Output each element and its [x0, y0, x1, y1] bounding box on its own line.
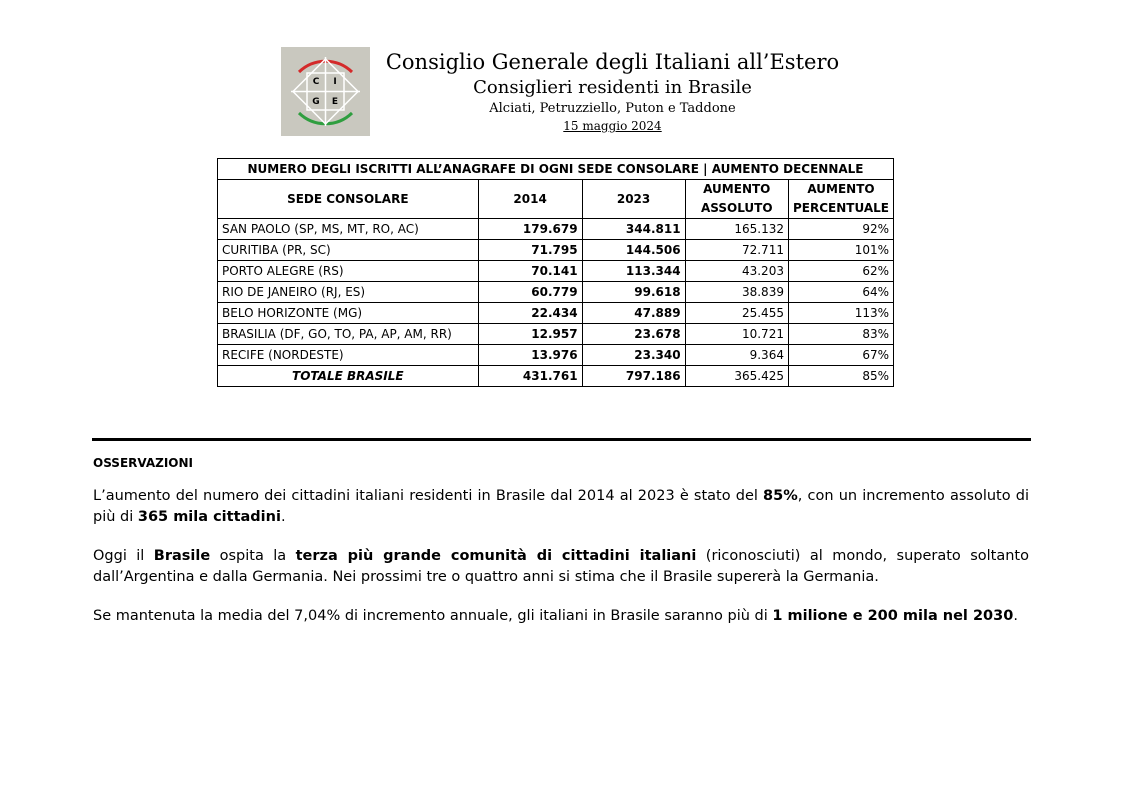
- cell-perc: 62%: [788, 261, 893, 282]
- cell-2023: 344.811: [582, 219, 685, 240]
- header-perc-line2: PERCENTUALE: [792, 201, 889, 215]
- cell-abs: 10.721: [685, 324, 788, 345]
- p1-text-c: , con un incremento assoluto di più di: [93, 488, 1029, 525]
- cell-total-sede: TOTALE BRASILE: [218, 366, 479, 387]
- document-title: Consiglio Generale degli Italiani all’Estero: [385, 50, 840, 74]
- cell-perc: 83%: [788, 324, 893, 345]
- cell-2014: 179.679: [478, 219, 582, 240]
- header-perc-line1: AUMENTO: [807, 182, 875, 196]
- cell-2023: 99.618: [582, 282, 685, 303]
- cell-abs: 165.132: [685, 219, 788, 240]
- cell-total-abs: 365.425: [685, 366, 788, 387]
- table-row: [218, 345, 894, 366]
- cgie-emblem: [281, 47, 370, 136]
- cell-sede: BELO HORIZONTE (MG): [218, 303, 479, 324]
- document-subtitle: Consiglieri residenti in Brasile: [473, 77, 752, 98]
- p1-text-a: L’aumento del numero dei cittadini italiani residenti in Brasile dal 2014 al 2023 è stato del: [93, 488, 764, 504]
- p1-count: 365 mila cittadini: [137, 509, 281, 525]
- cell-abs: 9.364: [685, 345, 788, 366]
- document-date: 15 maggio 2024: [563, 119, 662, 133]
- header-abs-line1: AUMENTO: [703, 182, 771, 196]
- p2-country: Brasile: [153, 548, 211, 564]
- cell-2023: 23.340: [582, 345, 685, 366]
- cell-sede: PORTO ALEGRE (RS): [218, 261, 479, 282]
- logo-letter-i: I: [333, 77, 337, 87]
- observation-paragraph-1: [93, 486, 1029, 528]
- cell-sede: BRASILIA (DF, GO, TO, PA, AP, AM, RR): [218, 324, 479, 345]
- table-row: [218, 261, 894, 282]
- table-row: [218, 282, 894, 303]
- cell-sede: CURITIBA (PR, SC): [218, 240, 479, 261]
- table-title-row: [218, 159, 894, 180]
- cell-abs: 25.455: [685, 303, 788, 324]
- cell-perc: 64%: [788, 282, 893, 303]
- cgie-logo: [281, 47, 370, 136]
- consular-registrations-table: [217, 158, 894, 387]
- table-header-row: [218, 180, 894, 219]
- header-2014: 2014: [478, 180, 582, 219]
- p3-text-a: Se mantenuta la media del 7,04% di incremento annuale, gli italiani in Brasile saranno più di: [93, 608, 773, 624]
- table-row: [218, 303, 894, 324]
- cell-2023: 47.889: [582, 303, 685, 324]
- cell-2014: 13.976: [478, 345, 582, 366]
- p1-text-e: .: [280, 509, 286, 525]
- table-total-row: [218, 366, 894, 387]
- cell-2023: 113.344: [582, 261, 685, 282]
- observation-paragraph-3: [93, 606, 1029, 627]
- cell-sede: RIO DE JANEIRO (RJ, ES): [218, 282, 479, 303]
- p3-projection: 1 milione e 200 mila nel 2030: [772, 608, 1014, 624]
- observation-paragraph-2: [93, 546, 1029, 588]
- cell-perc: 92%: [788, 219, 893, 240]
- logo-letter-e: E: [331, 97, 339, 107]
- cell-sede: RECIFE (NORDESTE): [218, 345, 479, 366]
- cell-total-2014: 431.761: [478, 366, 582, 387]
- logo-letter-g: G: [312, 97, 320, 107]
- header-2023: 2023: [582, 180, 685, 219]
- header-aumento-assoluto: [685, 180, 788, 219]
- section-divider: [92, 438, 1031, 441]
- header-sede: SEDE CONSOLARE: [218, 180, 479, 219]
- table-row: [218, 324, 894, 345]
- table-row: [218, 219, 894, 240]
- cell-total-perc: 85%: [788, 366, 893, 387]
- cell-2014: 60.779: [478, 282, 582, 303]
- p2-community: terza più grande comunità di cittadini italiani: [295, 548, 697, 564]
- logo-letter-c: C: [312, 77, 320, 87]
- cell-2014: 22.434: [478, 303, 582, 324]
- header-abs-line2: ASSOLUTO: [700, 201, 773, 215]
- cell-2014: 71.795: [478, 240, 582, 261]
- cell-2023: 23.678: [582, 324, 685, 345]
- document-authors: Alciati, Petruzziello, Puton e Taddone: [489, 101, 736, 116]
- cell-abs: 38.839: [685, 282, 788, 303]
- table-title: NUMERO DEGLI ISCRITTI ALL’ANAGRAFE DI OGNI SEDE CONSOLARE | AUMENTO DECENNALE: [218, 159, 894, 180]
- observations-heading: OSSERVAZIONI: [93, 456, 194, 470]
- cell-perc: 113%: [788, 303, 893, 324]
- p2-text-e: (riconosciuti) al mondo, superato soltanto dall’Argentina e dalla Germania. Nei prossimi tre o quattro anni si stima che il Brasile supererà la Germania.: [93, 548, 1029, 585]
- document-header: [380, 48, 845, 134]
- cell-2023: 144.506: [582, 240, 685, 261]
- cell-perc: 101%: [788, 240, 893, 261]
- cell-2014: 70.141: [478, 261, 582, 282]
- p2-text-c: ospita la: [210, 548, 296, 564]
- p2-text-a: Oggi il: [93, 548, 154, 564]
- cell-perc: 67%: [788, 345, 893, 366]
- p3-text-c: .: [1013, 608, 1018, 624]
- cell-sede: SAN PAOLO (SP, MS, MT, RO, AC): [218, 219, 479, 240]
- cell-2014: 12.957: [478, 324, 582, 345]
- p1-percent: 85%: [763, 488, 798, 504]
- table-row: [218, 240, 894, 261]
- header-aumento-percentuale: [788, 180, 893, 219]
- cell-total-2023: 797.186: [582, 366, 685, 387]
- cell-abs: 72.711: [685, 240, 788, 261]
- cell-abs: 43.203: [685, 261, 788, 282]
